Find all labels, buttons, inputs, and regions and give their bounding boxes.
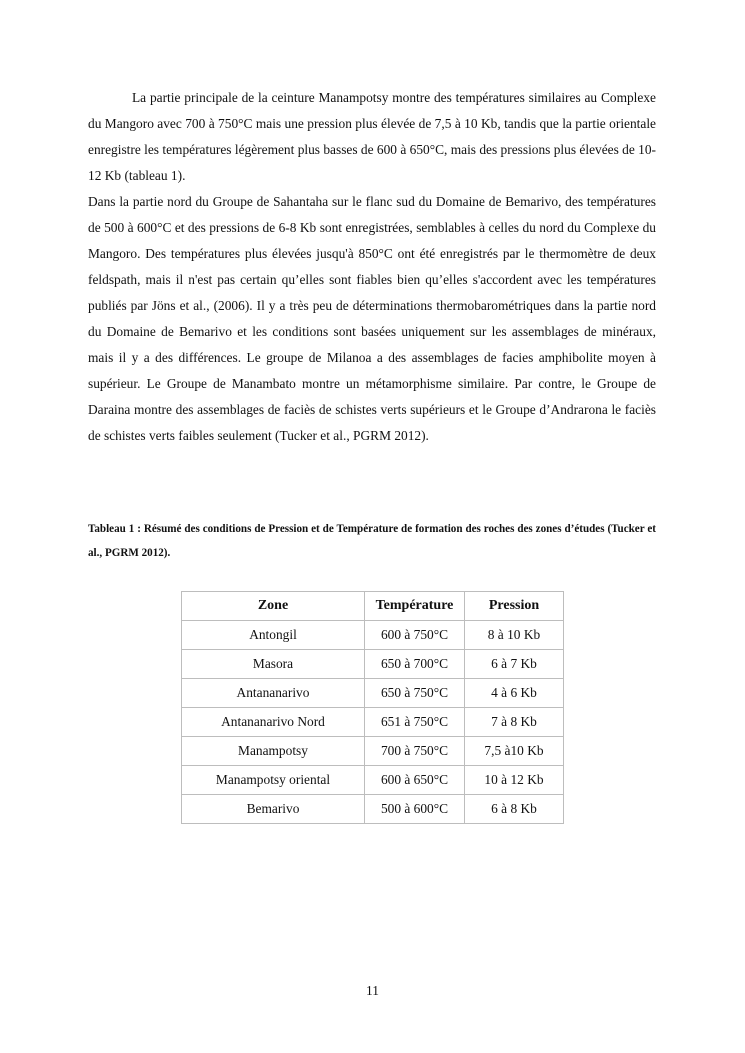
cell-zone: Antananarivo Nord [182,708,365,737]
header-zone: Zone [182,592,365,621]
cell-pression: 7,5 à10 Kb [465,737,564,766]
table-row [182,679,564,708]
cell-pression: 6 à 8 Kb [465,795,564,824]
cell-temperature: 600 à 650°C [365,766,465,795]
cell-temperature: 651 à 750°C [365,708,465,737]
cell-temperature: 500 à 600°C [365,795,465,824]
cell-temperature: 700 à 750°C [365,737,465,766]
table-row [182,650,564,679]
cell-zone: Bemarivo [182,795,365,824]
table-row [182,737,564,766]
pt-conditions-table [181,591,564,824]
paragraph-manampotsy: La partie principale de la ceinture Manampotsy montre des températures similaires au Complexe du Mangoro avec 700 à 750°C mais une pression plus élevée de 7,5 à 10 Kb, tandis que la partie orientale enregistre les températures légèrement plus basses de 600 à 650°C, mais des pressions plus élevées de 10-12 Kb (tableau 1). [88,90,656,183]
cell-zone: Manampotsy [182,737,365,766]
header-temperature: Température [365,592,465,621]
cell-temperature: 650 à 700°C [365,650,465,679]
table-row [182,708,564,737]
page-number: 11 [366,983,379,998]
cell-pression: 7 à 8 Kb [465,708,564,737]
cell-zone: Masora [182,650,365,679]
cell-temperature: 600 à 750°C [365,621,465,650]
table-header-row [182,592,564,621]
table-row [182,621,564,650]
cell-zone: Manampotsy oriental [182,766,365,795]
paragraph-sahantaha: Dans la partie nord du Groupe de Sahantaha sur le flanc sud du Domaine de Bemarivo, des températures de 500 à 600°C et des pressions de 6-8 Kb sont enregistrées, semblables à celles du nord du Complexe du Mangoro. Des températures plus élevées jusqu'à 850°C ont été enregistrés par le thermomètre de deux feldspath, mais il n'est pas certain qu’elles sont fiables bien qu’elles s'accordent avec les températures publiés par Jöns et al., (2006). Il y a très peu de déterminations thermobarométriques dans la partie nord du Domaine de Bemarivo et les conditions sont basées uniquement sur les assemblages de minéraux, mais il y a des différences. Le groupe de Milanoa a des assemblages de facies amphibolite moyen à supérieur. Le Groupe de Manambato montre un métamorphisme similaire. Par contre, le Groupe de Daraina montre des assemblages de faciès de schistes verts supérieurs et le Groupe d’Andrarona le faciès de schistes verts faibles seulement (Tucker et al., PGRM 2012). [88,194,656,443]
header-pression: Pression [465,592,564,621]
cell-pression: 8 à 10 Kb [465,621,564,650]
table-caption: Tableau 1 : Résumé des conditions de Pression et de Température de formation des roches des zones d’études (Tucker et al., PGRM 2012). [88,523,656,559]
table-row [182,766,564,795]
cell-pression: 10 à 12 Kb [465,766,564,795]
cell-pression: 4 à 6 Kb [465,679,564,708]
table-row [182,795,564,824]
cell-zone: Antananarivo [182,679,365,708]
cell-pression: 6 à 7 Kb [465,650,564,679]
cell-temperature: 650 à 750°C [365,679,465,708]
cell-zone: Antongil [182,621,365,650]
